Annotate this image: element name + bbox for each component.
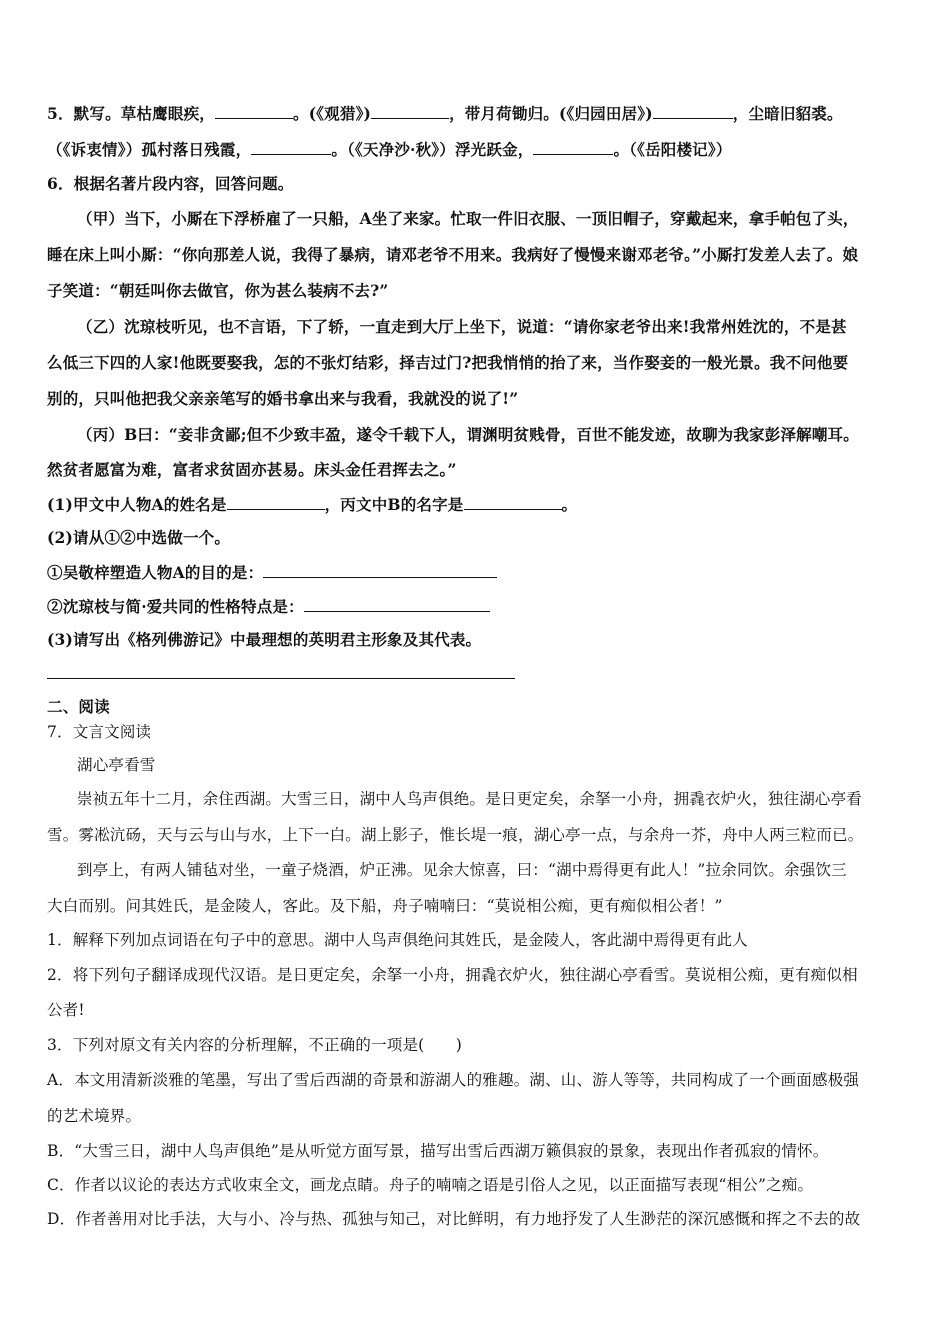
q5-line-2 [47,139,913,160]
q7-question-1: 1．解释下列加点词语在句子中的意思。湖中人鸟声俱绝问其姓氏，是金陵人，客此湖中焉得更有此人 [47,931,748,949]
q5-text: 。（《天净沙·秋》）浮光跃金， [331,140,534,159]
q6-stem: 6．根据名著片段内容，回答问题。 [47,174,294,193]
q5-text: 5．默写。草枯鹰眼疾， [47,104,215,123]
q7-option-c: C．作者以议论的表达方式收束全文，画龙点睛。舟子的喃喃之语是引俗人之见，以正面描写表现“相公”之痴。 [47,1176,814,1194]
q7-option-b: B．“大雪三日，湖中人鸟声俱绝”是从听觉方面写景，描写出雪后西湖万籁俱寂的景象，表现出作者孤寂的情怀。 [47,1142,829,1160]
q7-question-3: 3．下列对原文有关内容的分析理解，不正确的一项是( ) [47,1036,463,1054]
q7-stem: 7．文言文阅读 [47,723,152,741]
answer-line [263,562,497,578]
q7-question-2-line: 2．将下列句子翻译成现代汉语。是日更定矣，余拏一小舟，拥毳衣炉火，独往湖心亭看雪。莫说相公痴，更有痴似相 [47,966,858,984]
q7-passage-line: 大白而别。问其姓氏，是金陵人，客此。及下船，舟子喃喃曰：“莫说相公痴，更有痴似相公者！” [47,897,723,915]
q5-text: 。(《观猎》) [293,104,372,123]
q6-sub1-text: ，丙文中B的名字是 [324,495,464,514]
q6-sub-1 [47,494,913,515]
q6-passage-bing-line: 然贫者愿富为难，富者求贫固亦甚易。床头金任君挥去之。” [47,460,457,479]
fill-blank [227,494,325,510]
q6-passage-bing-line: （丙）B曰：“妾非贪鄙;但不少致丰盈，遂令千载下人，谓渊明贫贱骨，百世不能发迹，故聊为我家彭泽解嘲耳。 [77,425,859,444]
q7-question-2-line: 公者! [47,1001,85,1019]
q6-sub1-text: 。 [561,495,578,514]
q5-text: （《诉衷情》）孤村落日残霞， [47,140,252,159]
q7-passage-line: 到亭上，有两人铺毡对坐，一童子烧酒，炉正沸。见余大惊喜，曰：“湖中焉得更有此人！”拉余同饮。余强饮三 [77,861,847,879]
answer-line [47,678,515,679]
q5-line-1 [47,103,913,124]
q5-text: ，带月荷锄归。(《归园田居》) [449,104,653,123]
q6-option-2-text: ②沈琼枝与简·爱共同的性格特点是： [47,597,304,616]
q6-passage-yi-line: （乙）沈琼枝听见，也不言语，下了轿，一直走到大厅上坐下，说道：“请你家老爷出来!我常州姓沈的，不是甚 [77,317,847,336]
q5-text: ，尘暗旧貂裘。 [732,104,843,123]
q7-passage-line: 雪。雾凇沆砀，天与云与山与水，上下一白。湖上影子，惟长堤一痕，湖心亭一点，与余舟一芥，舟中人两三粒而已。 [47,826,864,844]
fill-blank [371,103,449,119]
q6-sub1-text: (1)甲文中人物A的姓名是 [47,495,227,514]
q6-passage-jia-line: 睡在床上叫小厮：“你向那差人说，我得了暴病，请邓老爷不用来。我病好了慢慢来谢邓老爷。”小厮打发差人去了。娘 [47,245,859,264]
q6-sub-2: (2)请从①②中选做一个。 [47,528,231,547]
fill-blank [215,103,293,119]
q6-sub-3: (3)请写出《格列佛游记》中最理想的英明君主形象及其代表。 [47,630,482,649]
fill-blank [653,103,733,119]
q7-option-a-line: 的艺术境界。 [47,1107,142,1125]
fill-blank [533,139,613,155]
q6-option-2 [47,596,913,617]
answer-line [304,596,490,612]
section-2-heading: 二、阅读 [47,697,110,716]
fill-blank [464,494,562,510]
q7-option-d: D．作者善用对比手法，大与小、冷与热、孤独与知己，对比鲜明，有力地抒发了人生渺茫的深沉感慨和挥之不去的故 [47,1210,861,1228]
q7-passage-title: 湖心亭看雪 [77,756,156,774]
fill-blank [251,139,331,155]
q6-passage-yi-line: 别的，只叫他把我父亲亲笔写的婚书拿出来与我看，我就没的说了!” [47,389,519,408]
q5-text: 。（《岳阳楼记》） [613,140,732,159]
q6-option-1 [47,562,913,583]
q7-passage-line: 崇祯五年十二月，余住西湖。大雪三日，湖中人鸟声俱绝。是日更定矣，余拏一小舟，拥毳衣炉火，独往湖心亭看 [77,790,863,808]
q6-passage-jia-line: 子笑道：“朝廷叫你去做官，你为甚么装病不去?” [47,281,389,300]
q7-option-a-line: A．本文用清新淡雅的笔墨，写出了雪后西湖的奇景和游湖人的雅趣。湖、山、游人等等，共同构成了一个画面感极强 [47,1071,860,1089]
q6-option-1-text: ①吴敬梓塑造人物A的目的是： [47,563,264,582]
q6-passage-jia-line: （甲）当下，小厮在下浮桥雇了一只船，A坐了来家。忙取一件旧衣服、一顶旧帽子，穿戴起来，拿手帕包了头， [77,209,859,228]
q6-passage-yi-line: 么低三下四的人家!他既要娶我，怎的不张灯结彩，择吉过门?把我悄悄的抬了来，当作娶妾的一般光景。我不问他要 [47,353,849,372]
